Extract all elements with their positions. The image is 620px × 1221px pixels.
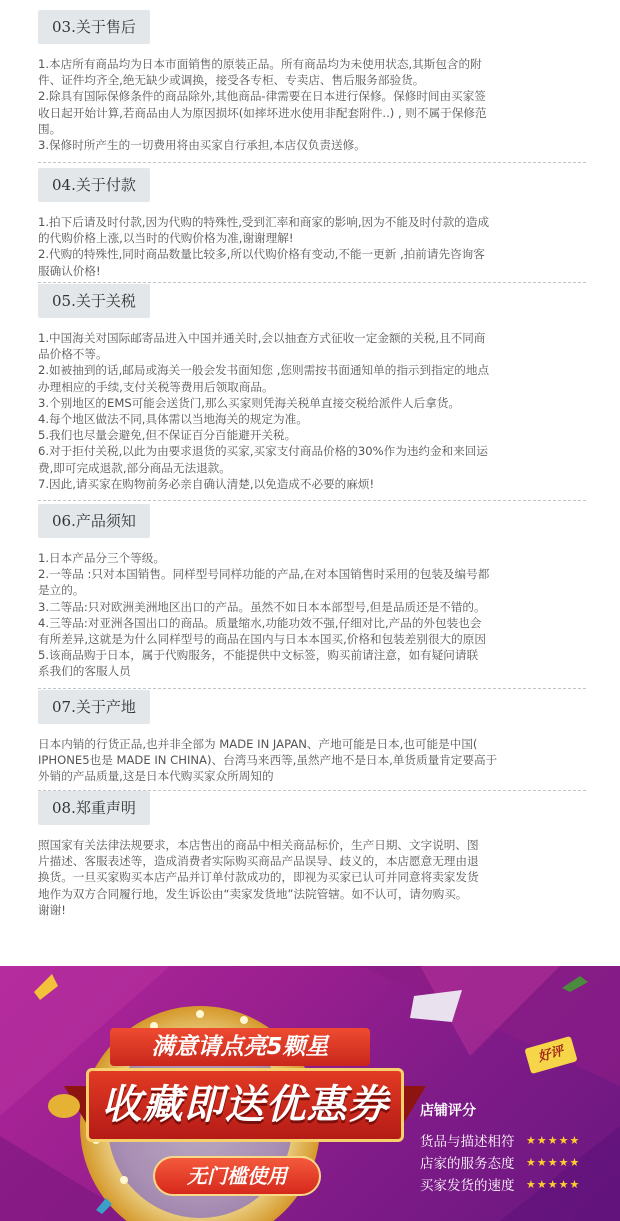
badge-light (240, 1016, 248, 1024)
text-line: 系我们的客服人员 (38, 664, 131, 679)
text-line: 1.日本产品分三个等级。 (38, 551, 165, 565)
text-line: 换货。一旦买家购买本店产品并订单付款成功的，即视为买家已认可并同意将卖家发货 (38, 870, 479, 885)
text-line: 费,即可完成退款,部分商品无法退款。 (38, 460, 231, 475)
text-line: 2.除具有国际保修条件的商品除外,其他商品-律需要在日本进行保修。保修时间由买家签 (38, 89, 486, 104)
confetti-shape (94, 1196, 114, 1216)
text-line: 1.中国海关对国际邮寄品进入中国并通关时,会以抽查方式征收一定金额的关税,且不同商 (38, 331, 486, 345)
section-body (38, 736, 588, 785)
rating-row (420, 1173, 610, 1195)
text-line: 外销的产品质量,这是日本代购买家众所周知的 (38, 769, 274, 784)
section-title: 06.产品须知 (38, 504, 150, 538)
confetti-shape (30, 972, 60, 1002)
text-line: 的代购价格上涨,以当时的代购价格为准,谢谢理解! (38, 231, 294, 246)
section-body (38, 214, 588, 279)
text-line: 7.因此,请买家在购物前务必亲自确认清楚,以免造成不必要的麻烦! (38, 476, 375, 491)
text-line: 3.个别地区的EMS可能会送货门,那么买家则凭海关税单直接交税给派件人后拿货。 (38, 395, 461, 410)
text-line: 照国家有关法律法规要求，本店售出的商品中相关商品标价，生产日期、文字说明、图 (38, 838, 479, 852)
text-line: 片描述、客服表述等，造成消费者实际购买商品产品误导、歧义的，本店愿意无理由退 (38, 854, 479, 869)
rating-row (420, 1129, 610, 1151)
star-icon: ★★★★★ (526, 1133, 581, 1147)
section-body (38, 837, 588, 918)
section-body (38, 550, 588, 680)
shop-ratings (420, 1100, 610, 1195)
text-line: 日本内销的行货正品,也并非全部为 MADE IN JAPAN、产地可能是日本,也可能是中国( (38, 737, 478, 751)
text-line: 5.该商品购于日本，属于代购服务，不能提供中文标签，购买前请注意，如有疑问请联 (38, 648, 479, 663)
text-line: 2.如被抽到的话,邮局或海关一般会发书面知您 ,您则需按书面通知单的指示到指定的地点 (38, 363, 490, 378)
section-title: 04.关于付款 (38, 168, 150, 202)
rating-row (420, 1151, 610, 1173)
section-body (38, 56, 588, 153)
section-divider (38, 688, 586, 689)
star-icon: ★★★★★ (526, 1155, 581, 1169)
text-line: 3.二等品:只对欧洲美洲地区出口的产品。虽然不如日本本部型号,但是品质还是不错的。 (38, 599, 486, 614)
text-line: 5.我们也尽量会避免,但不保证百分百能避开关税。 (38, 428, 297, 443)
rating-label: 货品与描述相符 (420, 1134, 515, 1150)
text-line: 谢谢! (38, 902, 66, 917)
good-review-tag: 好评 (524, 1036, 577, 1074)
text-line: IPHONE5也是 MADE IN CHINA)、台湾马来西等,虽然产地不是日本,单货质量肯定要高于 (38, 753, 498, 768)
section-divider (38, 282, 586, 283)
star-icon: ★★★★★ (526, 1177, 581, 1191)
section-tariff (38, 284, 588, 492)
section-divider (38, 162, 586, 163)
section-body (38, 330, 588, 492)
section-product-notice (38, 504, 588, 680)
badge-light (196, 1010, 204, 1018)
section-title: 03.关于售后 (38, 10, 150, 44)
section-title: 08.郑重声明 (38, 791, 150, 825)
section-title: 05.关于关税 (38, 284, 150, 318)
text-line: 3.保修时所产生的一切费用将由买家自行承担,本店仅负责送修。 (38, 138, 366, 153)
section-after-sales (38, 10, 588, 153)
confetti-shape (560, 974, 590, 994)
coupon-heading: 收藏即送优惠券 (86, 1068, 404, 1142)
section-origin (38, 690, 588, 785)
confetti-shape (44, 1086, 84, 1126)
section-divider (38, 500, 586, 501)
text-line: 4.每个地区做法不同,具体需以当地海关的规定为准。 (38, 412, 308, 427)
section-declaration (38, 791, 588, 918)
text-line: 1.拍下后请及时付款,因为代购的特殊性,受到汇率和商家的影响,因为不能及时付款的造成 (38, 215, 490, 229)
badge-light (120, 1176, 128, 1184)
text-line: 办理相应的手续,支付关税等费用后领取商品。 (38, 379, 274, 394)
section-payment (38, 168, 588, 279)
promo-banner[interactable] (0, 966, 620, 1221)
section-title: 07.关于产地 (38, 690, 150, 724)
ratings-title: 店铺评分 (420, 1103, 476, 1119)
text-line: 品价格不等。 (38, 347, 108, 362)
text-line: 是立的。 (38, 583, 85, 598)
text-line: 4.三等品:对亚洲各国出口的商品。质量缩水,功能功效不强,仔细对比,产品的外包装也会 (38, 615, 482, 630)
no-threshold-button[interactable]: 无门槛使用 (153, 1156, 321, 1196)
text-line: 有所差异,这就是为什么同样型号的商品在国内与日本本国买,价格和包装差别很大的原因 (38, 632, 486, 647)
text-line: 地作为双方合同履行地，发生诉讼由“卖家发货地”法院管辖。如不认可，请勿购买。 (38, 886, 468, 901)
text-line: 围。 (38, 121, 62, 136)
text-line: 2.一等品 :只对本国销售。同样型号同样功能的产品,在对本国销售时采用的包装及编号都 (38, 567, 490, 582)
text-line: 收日起开始计算,若商品由人为原因损坏(如摔坏进水使用非配套附件..) , 则不属于保修范 (38, 105, 487, 120)
text-line: 6.对于拒付关税,以此为由要求退货的买家,买家支付商品价格的30%作为违约金和来回运 (38, 444, 488, 459)
text-line: 件、证件均齐全,绝无缺少或调换，接受各专柜、专卖店、售后服务部验货。 (38, 73, 425, 88)
text-line: 1.本店所有商品均为日本市面销售的原装正品。所有商品均为未使用状态,其斯包含的附 (38, 57, 482, 71)
text-line: 服确认价格! (38, 263, 101, 278)
rating-label: 买家发货的速度 (420, 1178, 515, 1194)
confetti-shape (408, 988, 468, 1028)
text-line: 2.代购的特殊性,同时商品数量比较多,所以代购价格有变动,不能一更新 ,拍前请先咨询客 (38, 247, 485, 262)
rating-label: 店家的服务态度 (420, 1156, 515, 1172)
rate-five-stars-heading: 满意请点亮5颗星 (110, 1028, 370, 1066)
